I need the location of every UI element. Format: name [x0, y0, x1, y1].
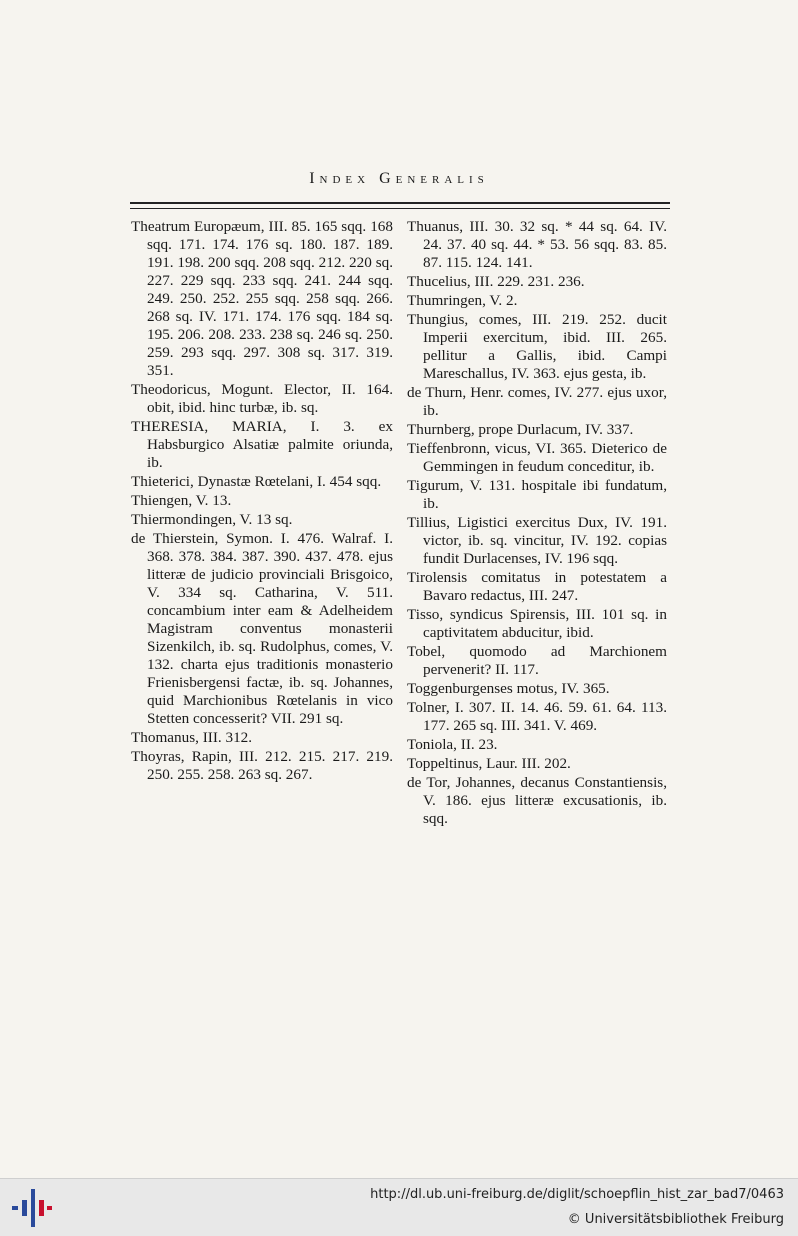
index-entry: Thomanus, III. 312. [131, 729, 253, 746]
page-header: Index Generalis [309, 170, 489, 187]
index-entry: de Tor, Johannes, decanus Constantiensis, V. 186. ejus litteræ excusationis, ib. sqq. [407, 774, 667, 827]
index-entry: Tieffenbronn, vicus, VI. 365. Dieterico de Gemmingen in feudum conceditur, ib. [407, 440, 667, 475]
index-entry: Thoyras, Rapin, III. 212. 215. 217. 219. 250. 255. 258. 263 sq. 267. [131, 748, 393, 783]
index-entry: Toppeltinus, Laur. III. 202. [407, 755, 571, 772]
index-entry: Tillius, Ligistici exercitus Dux, IV. 191. victor, ib. sq. vincitur, IV. 192. copias fundit Durlacenses, IV. 196 sqq. [407, 514, 667, 567]
index-entry: de Thierstein, Symon. I. 476. Walraf. I. 368. 378. 384. 387. 390. 437. 478. ejus litteræ de judicio provinciali Brisgoico, V. 334 sq. Catharina, V. 511. concambium inter eam & Adelheidem Magistram conventus monasterii Sizenkilch, ib. sq. Rudolphus, comes, V. 132. charta ejus traditionis monasterio Frienisbergensi factæ, ib. sq. Johannes, quid Marchionibus Rœtelanis in vico Stetten concesserit? VII. 291 sq. [131, 530, 393, 727]
index-entry: Tolner, I. 307. II. 14. 46. 59. 61. 64. 113. 177. 265 sq. III. 341. V. 469. [407, 699, 667, 734]
index-entry: de Thurn, Henr. comes, IV. 277. ejus uxor, ib. [407, 384, 667, 419]
index-entry: Thumringen, V. 2. [407, 292, 518, 309]
index-entry: Tisso, syndicus Spirensis, III. 101 sq. in captivitatem abducitur, ibid. [407, 606, 667, 641]
index-entry: Tigurum, V. 131. hospitale ibi fundatum, ib. [407, 477, 667, 512]
index-entry: Thiengen, V. 13. [131, 492, 232, 509]
header-rule-top [130, 202, 670, 204]
index-entry: Thuanus, III. 30. 32 sq. * 44 sq. 64. IV. 24. 37. 40 sq. 44. * 53. 56 sqq. 83. 85. 87. 115. 124. 141. [407, 218, 667, 271]
index-entry: Thucelius, III. 229. 231. 236. [407, 273, 585, 290]
index-entry: Toniola, II. 23. [407, 736, 498, 753]
left-column [131, 218, 393, 785]
copyright-notice: © Universitätsbibliothek Freiburg [567, 1212, 784, 1227]
index-entry: Thurnberg, prope Durlacum, IV. 337. [407, 421, 634, 438]
header-rule-bottom [130, 208, 670, 209]
index-entry: Thiermondingen, V. 13 sq. [131, 511, 293, 528]
index-entry: THERESIA, MARIA, I. 3. ex Habsburgico Alsatiæ palmite oriunda, ib. [131, 418, 393, 471]
right-column [407, 218, 667, 829]
index-entry: Tobel, quomodo ad Marchionem pervenerit? II. 117. [407, 643, 667, 678]
index-entry: Tirolensis comitatus in potestatem a Bavaro redactus, III. 247. [407, 569, 667, 604]
viewer-footer [0, 1178, 798, 1236]
index-entry: Thungius, comes, III. 219. 252. ducit Imperii exercitum, ibid. III. 265. pellitur a Gallis, ibid. Campi Mareschallus, IV. 363. ejus gesta, ib. [407, 311, 667, 382]
index-entry: Thieterici, Dynastæ Rœtelani, I. 454 sqq. [131, 473, 382, 490]
permalink-url[interactable]: http://dl.ub.uni-freiburg.de/diglit/schoepflin_hist_zar_bad7/0463 [370, 1187, 784, 1202]
ub-freiburg-logo-icon[interactable] [12, 1189, 52, 1227]
index-entry: Theodoricus, Mogunt. Elector, II. 164. obit, ibid. hinc turbæ, ib. sq. [131, 381, 393, 416]
index-entry: Theatrum Europæum, III. 85. 165 sqq. 168 sqq. 171. 174. 176 sq. 180. 187. 189. 191. 198. 200 sqq. 208 sqq. 212. 220 sq. 227. 229 sqq. 233 sqq. 241. 244 sqq. 249. 250. 252. 255 sqq. 258 sqq. 266. 268 sq. IV. 171. 174. 176 sqq. 184 sq. 195. 206. 208. 233. 238 sq. 246 sq. 250. 259. 293 sqq. 297. 308 sq. 317. 319. 351. [131, 218, 393, 379]
index-entry: Toggenburgenses motus, IV. 365. [407, 680, 610, 697]
